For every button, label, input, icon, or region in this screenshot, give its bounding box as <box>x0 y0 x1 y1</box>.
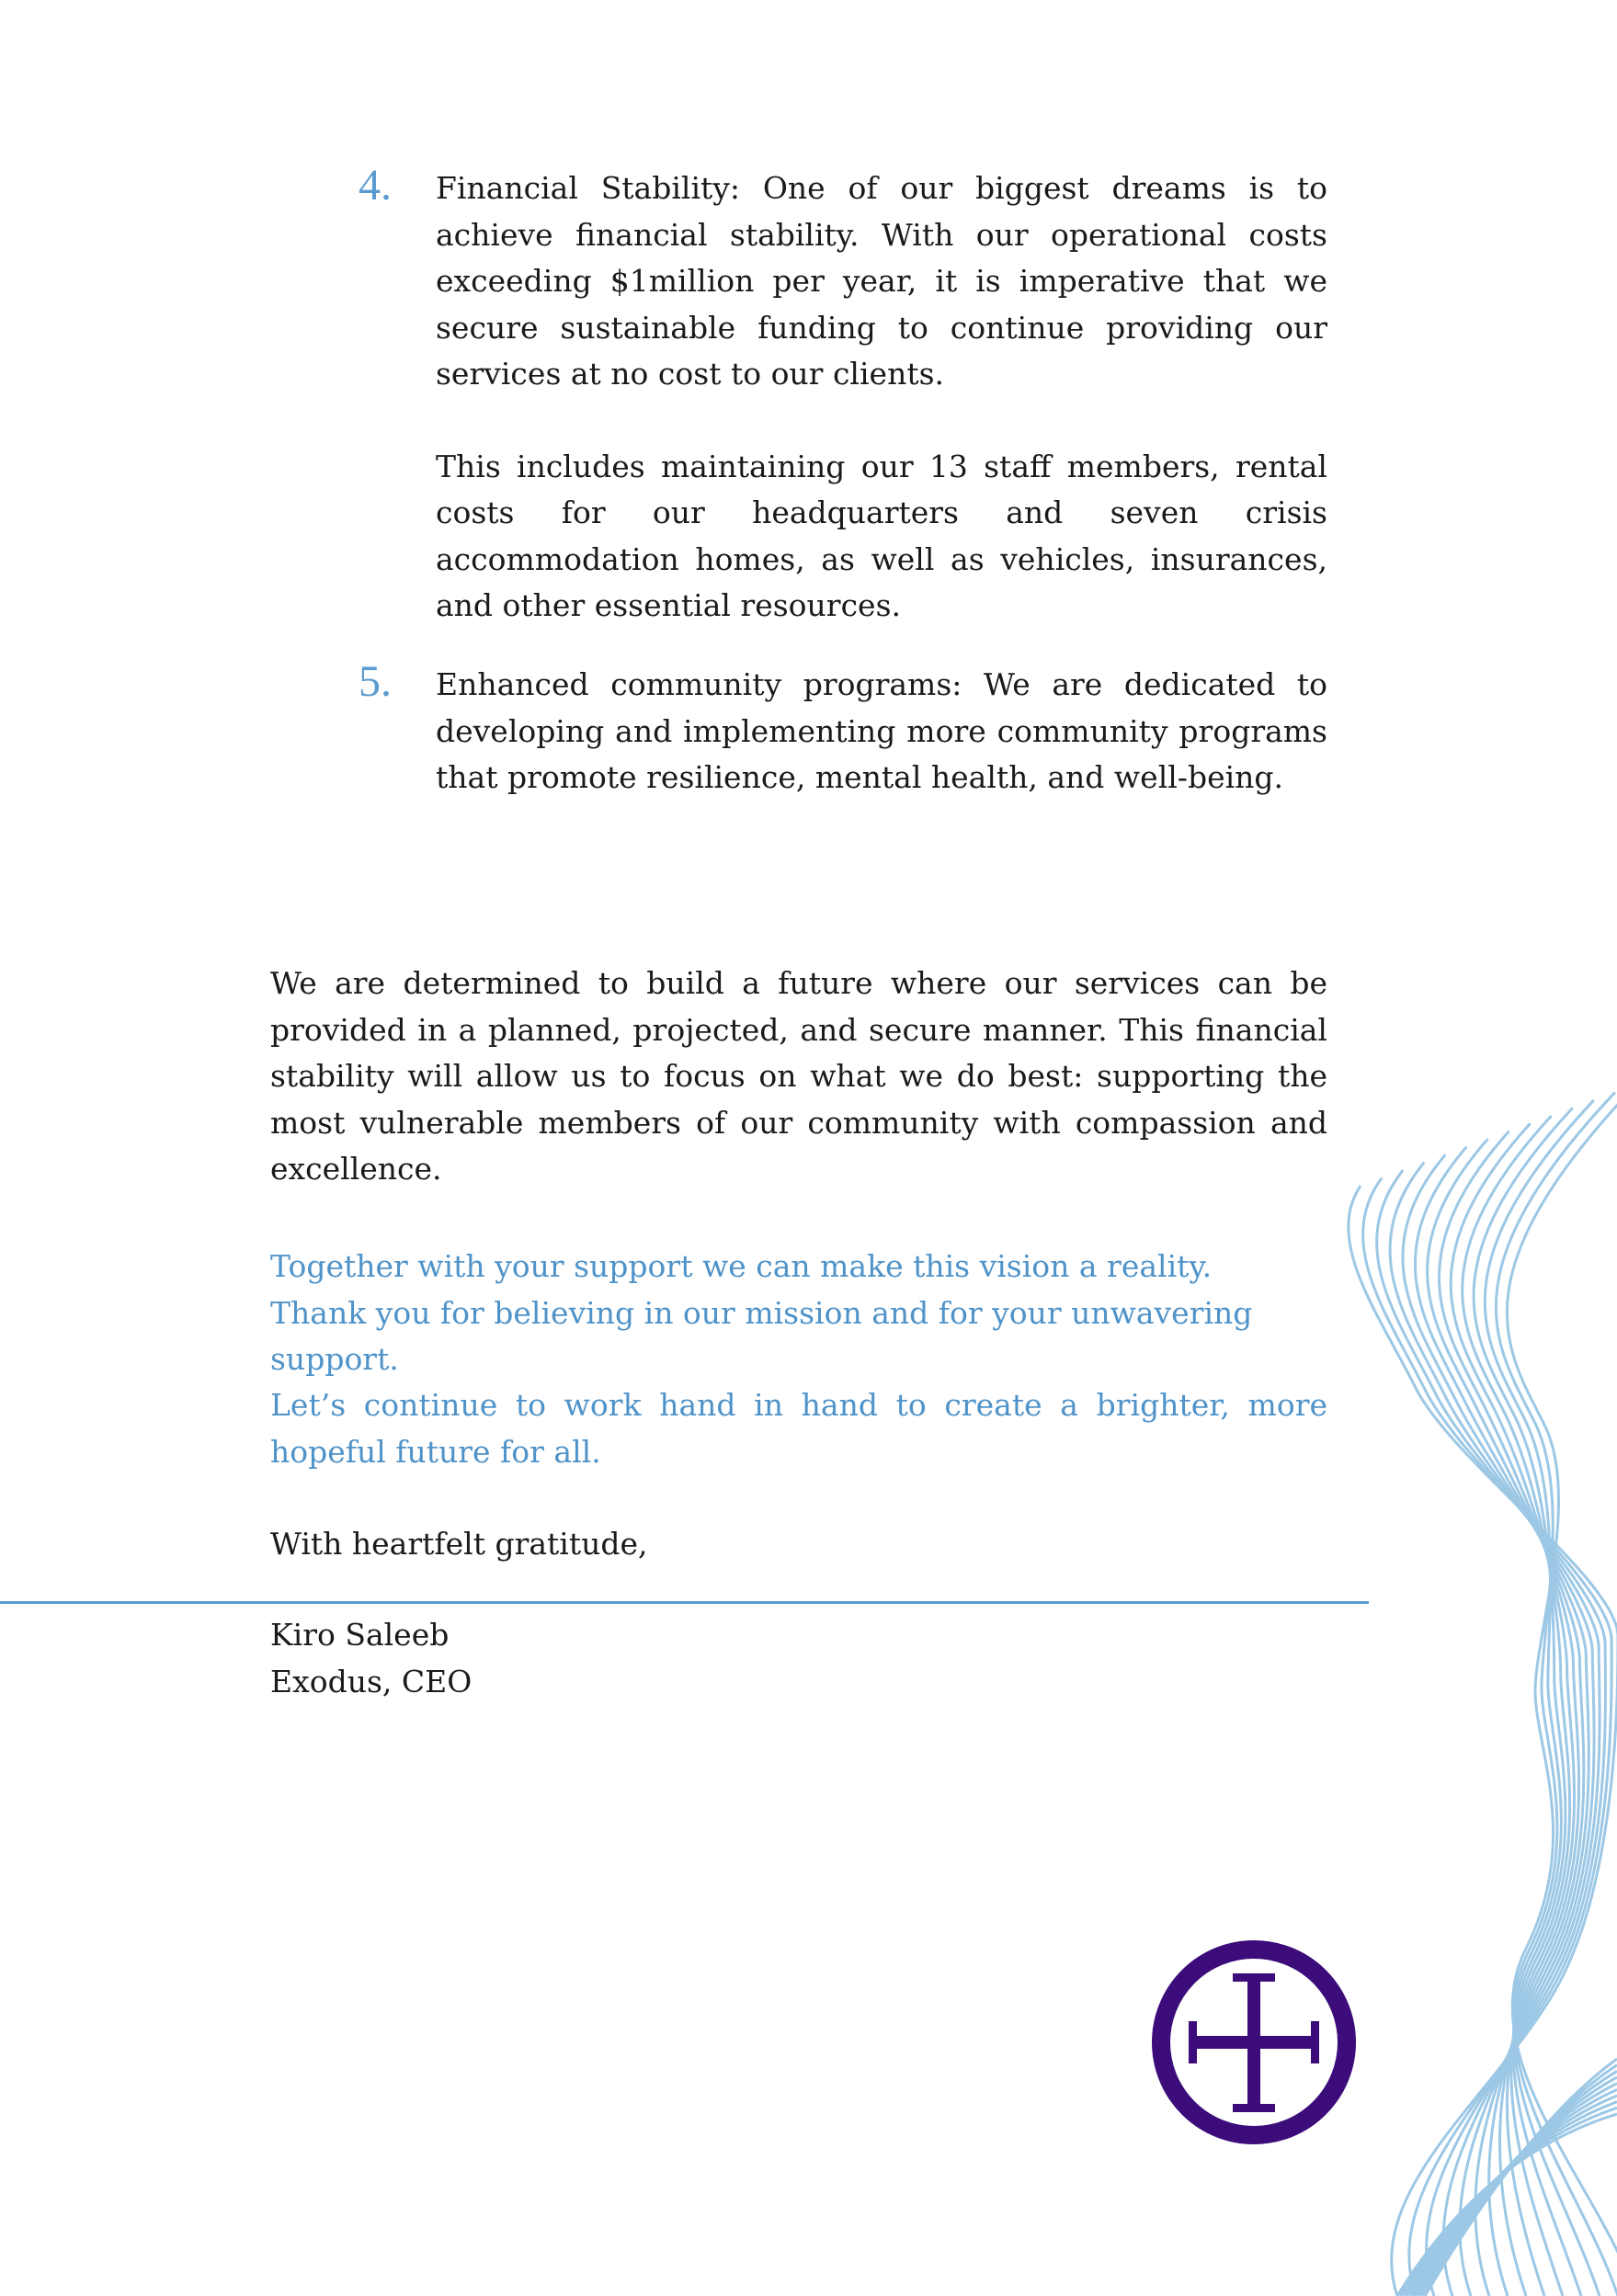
wave-line <box>1390 1163 1600 2296</box>
thanks-line: Together with your support we can make this vision a reality. <box>270 1248 1213 1284</box>
thanks-line: Thank you for believing in our mission and for your unwavering support. <box>270 1294 1253 1377</box>
wave-line <box>1406 2096 1617 2296</box>
signature-divider <box>0 1601 1369 1604</box>
hand-in-hand-block <box>270 1382 1327 1475</box>
cross-in-circle-icon <box>1150 1938 1358 2146</box>
sign-off: With heartfelt gratitude, <box>270 1526 648 1562</box>
wave-line <box>1403 1154 1594 2296</box>
signature-title: Exodus, CEO <box>270 1663 473 1699</box>
wave-line <box>1377 1170 1606 2296</box>
wave-line <box>1418 2071 1617 2296</box>
wave-line <box>1474 1108 1581 2296</box>
signature-block <box>270 1612 1327 1705</box>
list-number: 5. <box>359 657 392 706</box>
sign-off-block <box>270 1521 1327 1568</box>
wave-line <box>1507 1085 1617 2296</box>
closing-statement: We are determined to build a future where our services can be provided in a planned, projected, and secure manner. This financial stability will allow us to focus on what we do best: supporting the most vulnerable members of our community with compassion and excellence. <box>270 965 1327 1187</box>
wave-line <box>1425 2059 1617 2296</box>
wave-line <box>1422 2065 1617 2296</box>
list-item-paragraph: This includes maintaining our 13 staff members, rental costs for our headquarters and seven crisis accommodation homes, as well as vehicles, insurances, and other essential resources. <box>436 448 1327 623</box>
list-item-paragraph: Financial Stability: One of our biggest dreams is to achieve financial stability. With our operational costs exceeding $1million per year, it is imperative that we secure sustainable funding to continue providing our services at no cost to our clients. <box>436 170 1327 392</box>
wave-line <box>1485 1100 1600 2296</box>
list-item-paragraph: Enhanced community programs: We are dedicated to developing and implementing more community programs that promote resilience, mental health, and well-being. <box>436 666 1327 795</box>
wave-line <box>1440 1131 1579 2296</box>
wave-line <box>1463 1116 1570 2296</box>
wave-line <box>1416 2077 1617 2296</box>
wave-line <box>1400 2108 1617 2296</box>
list-item-body <box>436 662 1327 801</box>
wave-line <box>1428 1139 1584 2296</box>
wave-line <box>1496 1092 1617 2296</box>
wave-line <box>1413 2084 1617 2296</box>
wave-line <box>1349 1186 1617 2296</box>
wave-line <box>1409 2089 1617 2296</box>
hand-in-hand-text: Let’s continue to work hand in hand to create a brighter, more hopeful future for all. <box>270 1387 1327 1470</box>
wave-line <box>1404 2102 1617 2296</box>
list-number: 4. <box>359 161 392 210</box>
closing-statement-block <box>270 960 1327 1193</box>
wave-line <box>1415 1147 1589 2296</box>
thanks-block <box>270 1244 1327 1383</box>
wave-line <box>1397 2114 1617 2296</box>
signature-name: Kiro Saleeb <box>270 1617 450 1653</box>
wave-line <box>1451 1123 1574 2296</box>
wave-line <box>1363 1178 1611 2296</box>
list-item-body <box>436 165 1327 630</box>
